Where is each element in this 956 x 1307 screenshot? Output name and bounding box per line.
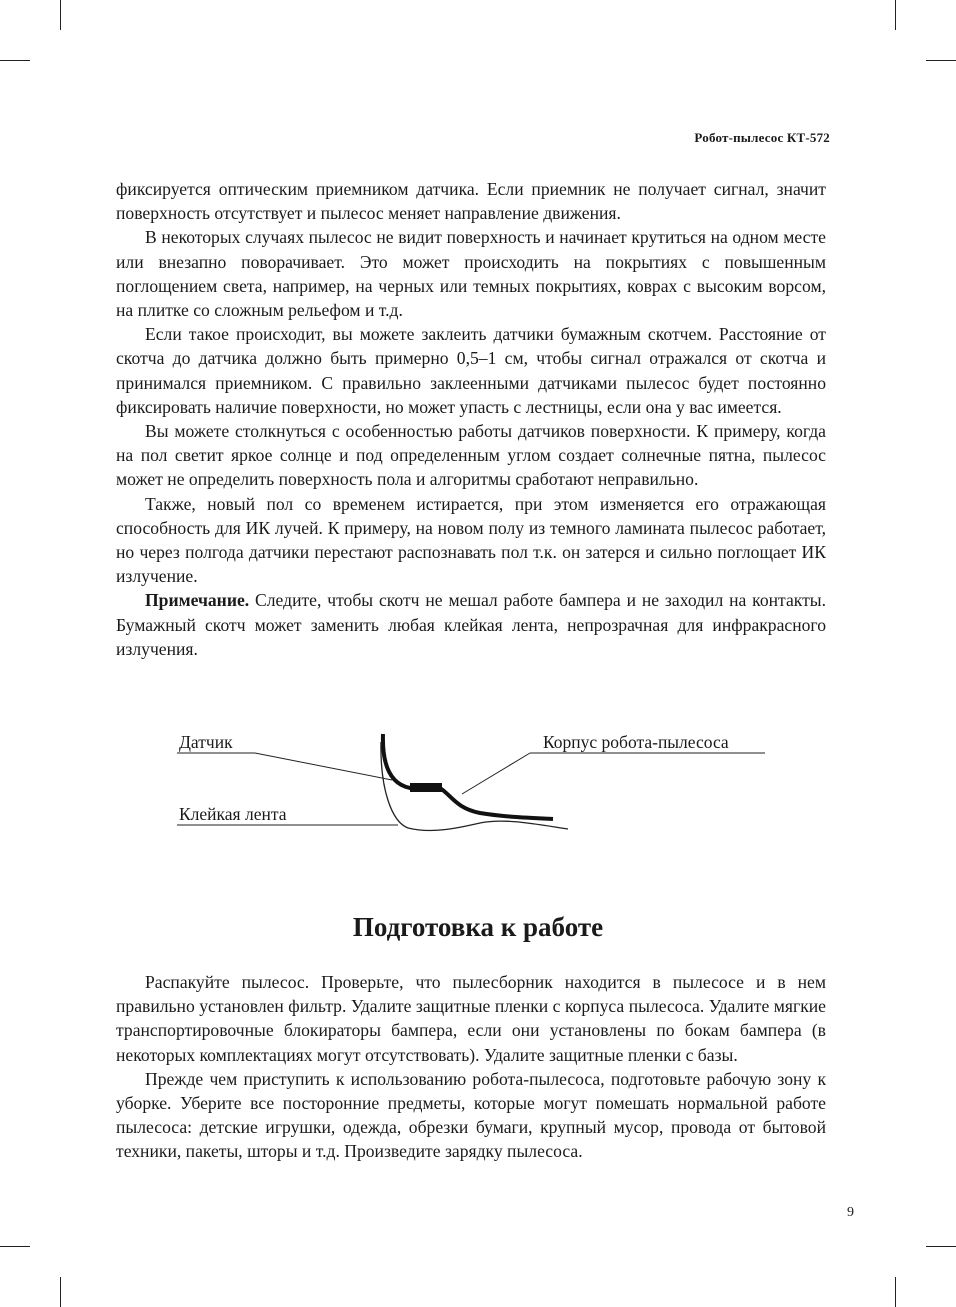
running-header: Робот-пылесос КТ-572 <box>694 130 830 145</box>
section-paragraph-1: Распакуйте пылесос. Проверьте, что пылесборник находится в пылесосе и в нем правильно установлен фильтр. Удалите защитные пленки с корпуса пылесоса. Удалите мягкие транспортировочные блокираторы бампера, если они установлены по бокам бампера (в некоторых комплектациях могут отсутствовать). Удалите защитные пленки с базы. <box>116 972 826 1065</box>
note-label: Примечание. <box>145 590 250 611</box>
paragraph-1: В некоторых случаях пылесос не видит поверхность и начинает крутиться на одном месте или внезапно поворачивает. Это может происходить на покрытиях с повышенным поглощением света, например, на черных или темных покрытиях, коврах с высоким ворсом, на плитке со сложным рельефом и т.д. <box>116 227 826 321</box>
paragraph-3: Вы можете столкнуться с особенностью работы датчиков поверхности. К примеру, когда на пол светит яркое солнце и под определенным углом создает солнечные пятна, пылесос может не определить поверхность пола и алгоритмы сработают неправильно. <box>116 421 826 490</box>
label-sensor: Датчик <box>179 732 233 752</box>
section-text <box>116 970 826 1164</box>
note-text: Следите, чтобы скотч не мешал работе бампера и не заходил на контакты. Бумажный скотч может заменить любая клейкая лента, непрозрачная для инфракрасного излучения. <box>116 590 826 659</box>
crop-mark-bottom-right-h <box>926 1246 956 1247</box>
page-number: 9 <box>847 1205 854 1220</box>
label-robot-body: Корпус робота-пылесоса <box>543 732 729 752</box>
paragraph-4: Также, новый пол со временем истирается, при этом изменяется его отражающая способность для ИК лучей. К примеру, на новом полу из темного ламината пылесос работает, но через полгода датчики перестают распознавать пол т.к. он затерся и сильно поглощает ИК излучение. <box>116 493 826 587</box>
sensor-leader <box>255 753 392 780</box>
section-paragraph-2: Прежде чем приступить к использованию робота-пылесоса, подготовьте рабочую зону к уборке. Уберите все посторонние предметы, которые могут помешать нормальной работе пылесоса: детские игрушки, одежда, обрезки бумаги, крупный мусор, провода от бытовой техники, пакеты, шторы и т.д. Произведите зарядку пылесоса. <box>116 1068 826 1162</box>
body-leader <box>462 753 530 794</box>
paragraph-2: Если такое происходит, вы можете заклеить датчики бумажным скотчем. Расстояние от скотча до датчика должно быть примерно 0,5–1 см, чтобы сигнал отражался от скотча и принимался приемником. С правильно заклеенными датчиками пылесос будет постоянно фиксировать наличие поверхности, но может упасть с лестницы, если она у вас имеется. <box>116 324 826 417</box>
label-adhesive-tape: Клейкая лента <box>179 804 287 824</box>
paragraph-continuation: фиксируется оптическим приемником датчика. Если приемник не получает сигнал, значит поверхность отсутствует и пылесос меняет направление движения. <box>116 179 826 224</box>
robot-body-outline <box>383 734 553 819</box>
crop-mark-bottom-left-h <box>0 1246 30 1247</box>
sensor-block <box>410 783 442 792</box>
crop-mark-bottom-right-v <box>895 1277 896 1307</box>
section-title: Подготовка к работе <box>352 912 604 942</box>
crop-mark-bottom-left-v <box>60 1277 61 1307</box>
